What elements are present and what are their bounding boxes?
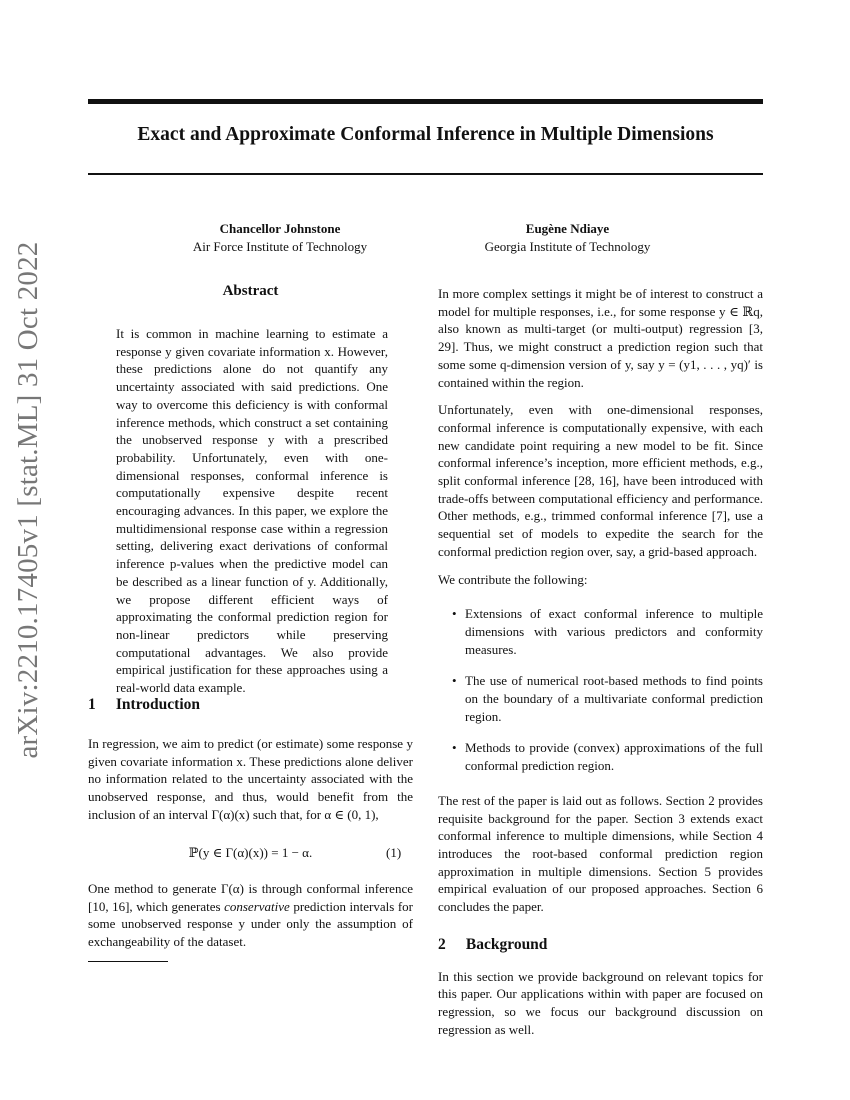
list-item: • Extensions of exact conformal inference to multiple dimensions with various predictors and conformity measures. [438,605,763,658]
section-heading-introduction [88,696,200,714]
right-column [438,285,763,1048]
equation-number: (1) [386,845,402,860]
author-name: Eugène Ndiaye [525,221,610,236]
author-name: Chancellor Johnstone [219,221,341,236]
section-title: Background [465,935,548,953]
footnote-rule [88,961,168,962]
paragraph-outline: The rest of the paper is laid out as follows. Section 2 provides requisite background for the paper. Section 3 extends exact conformal inference to multiple dimensions, while Section 4 introduces the root-based conformal prediction region approximation in multiple dimensions. Section 5 provides empirical evaluation of our proposed approaches. Section 6 concludes the paper. [438,792,763,915]
list-item: • The use of numerical root-based methods to find points on the boundary of a multivariate conformal prediction region. [438,672,763,725]
paper-title: Exact and Approximate Conformal Inference in Multiple Dimensions [137,124,714,145]
abstract-body: It is common in machine learning to estimate a response y given covariate information x. However, these predictions alone do not quantify any uncertainty associated with said predictions. One way to overcome this deficiency is with conformal inference methods, which construct a set containing the unobserved response y with a prescribed probability. Unfortunately, even with one-dimensional responses, conformal inference is computationally expensive despite recent encouraging advances. In this paper, we explore the multidimensional response case within a regression setting, delivering exact derivations of conformal inference p-values when the predictive model can be described as a linear function of y. Additionally, we propose different efficient ways of approximating the conformal prediction region for non-linear predictors while preserving computational advantages. We also provide empirical justification for these approaches using a real-world data example. [116,326,388,696]
paragraph-multi-response: In more complex settings it might be of interest to construct a model for multiple responses, i.e., for some response y ∈ ℝq, also known as multi-target (or multi-output) regression [3, 29]. Thus, we might construct a prediction region such that some some q-dimension version of y, say y = (y1, . . . , yq)′ is contained within the region. [438,286,763,390]
intro-paragraph-1: In regression, we aim to predict (or estimate) some response y given covariate information x. These predictions alone deliver no information related to the uncertainty associated with the unobserved response, and thus, would benefit from the inclusion of an interval Γ(α)(x) such that, for α ∈ (0, 1), [88,736,413,822]
intro-paragraph-2-a: One method to generate Γ(α) is through conformal inference [10, 16], which generates [88,881,413,914]
title-top-rule [88,99,763,104]
emphasis-conservative: conservative [224,898,290,914]
title-bottom-rule [88,173,763,175]
arxiv-identifier: arXiv:2210.17405v1 [stat.ML] 31 Oct 2022 [12,241,44,759]
intro-paragraph-2 [88,880,413,951]
equation-1: ℙ(y ∈ Γ(α)(x)) = 1 − α. [188,845,313,860]
section-number: 2 [438,935,446,953]
author-affiliation: Georgia Institute of Technology [484,239,651,254]
section-title: Introduction [115,696,200,713]
paragraph-cost: Unfortunately, even with one-dimensional responses, conformal inference is computationally expensive, with each new candidate point requiring a new model to be fit. Since conformal inference’s inception, more efficient methods, e.g., split conformal inference [28, 16], have been introduced with trade-offs between computational efficiency and performance. Other methods, e.g., trimmed conformal inference [7], use a sequential set of models to expedite the search for the conformal prediction region over, say, a grid-based approach. [438,402,763,559]
section-heading-background [438,936,763,954]
contribution-list [438,605,763,775]
paragraph-background: In this section we provide background on relevant topics for this paper. Our applications within with paper are focused on regression, so we focus our background discussion on regression as well. [438,968,763,1037]
abstract-heading: Abstract [222,283,279,299]
author-affiliation: Air Force Institute of Technology [192,239,368,254]
paragraph-contributions: We contribute the following: [438,571,588,587]
intro-paragraph-2-b: prediction intervals for some unobserved response y under only the assumption of exchangeability of the dataset. [88,898,413,950]
author-block-1 [180,220,380,256]
list-item: • Methods to provide (convex) approximations of the full conformal prediction region. [438,739,763,774]
section-number: 1 [88,696,96,713]
author-block-2 [465,220,670,256]
